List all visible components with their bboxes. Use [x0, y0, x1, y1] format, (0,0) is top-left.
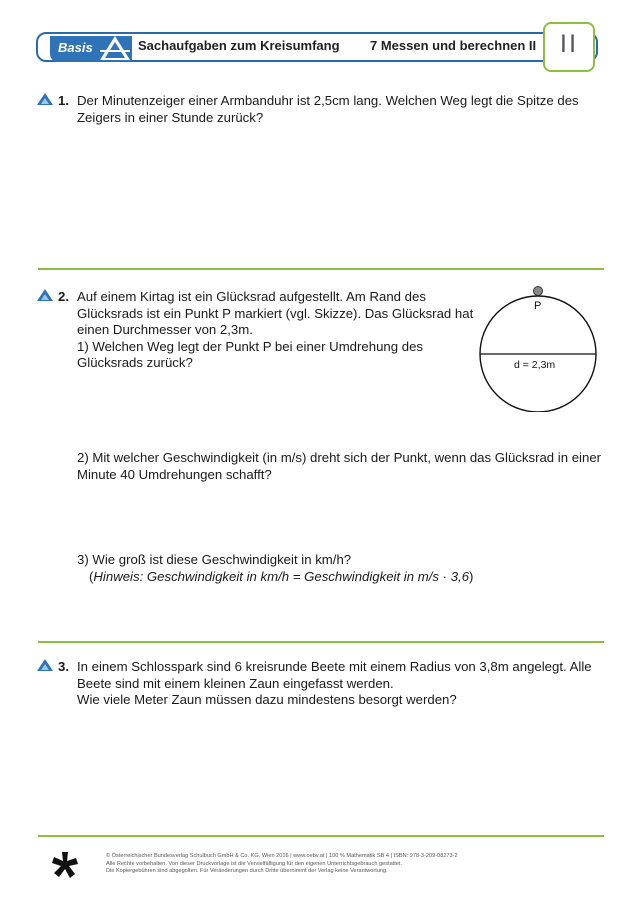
- text-line: Minute 40 Umdrehungen schafft?: [77, 466, 272, 482]
- text-line: 1) Welchen Weg legt der Punkt P bei einer Umdrehung des: [77, 338, 424, 354]
- level-label: II: [559, 30, 579, 58]
- basis-label: Basis: [58, 40, 93, 55]
- section-divider: [38, 835, 604, 837]
- text-line: Beete sind mit einem kleinen Zaun eingefasst werden.: [77, 675, 394, 691]
- worksheet-title: Sachaufgaben zum Kreisumfang: [138, 38, 340, 53]
- task-number: 2.: [58, 289, 69, 304]
- chapter-title: 7 Messen und berechnen II: [370, 38, 537, 53]
- text-line: 2) Mit welcher Geschwindigkeit (in m/s) dreht sich der Punkt, wenn das Glücksrad in einer: [77, 450, 602, 465]
- text-line: Der Minutenzeiger einer Armbanduhr ist 2,5cm lang. Welchen Weg legt die Spitze des: [77, 93, 579, 108]
- footer-line: © Österreichischer Bundesverlag Schulbuch GmbH & Co. KG, Wien 2016 | www.oebv.at | 100 % Mathematik SB 4 | ISBN: 978-3-209-08273-2: [106, 853, 458, 859]
- text-line: Wie viele Meter Zaun müssen dazu mindestens besorgt werden?: [77, 692, 457, 707]
- footer-line: Alle Rechte vorbehalten. Von dieser Druckvorlage ist die Vervielfältigung für den eigenen Unterrichtsgebrauch gestattet.: [106, 860, 403, 867]
- diameter-label: d = 2,3m: [514, 359, 556, 371]
- text-line: einen Durchmesser von 2,3m.: [77, 322, 253, 337]
- text-line: Glücksrads ist ein Punkt P markiert (vgl. Skizze). Das Glücksrad hat: [77, 305, 474, 321]
- text-line: Zeigers in einer Stunde zurück?: [77, 109, 264, 125]
- triangle-logo-icon: [98, 34, 132, 62]
- point-p-marker: [534, 287, 543, 296]
- publisher-logo-icon: [50, 850, 80, 880]
- hint-text: Hinweis: Geschwindigkeit in km/h = Geschwindigkeit in m/s · 3,6: [93, 568, 470, 584]
- section-divider: [38, 641, 604, 643]
- task-2-text: [77, 289, 477, 372]
- hint-paren: (: [89, 568, 94, 584]
- text-line: Auf einem Kirtag ist ein Glücksrad aufgestellt. Am Rand des: [77, 289, 426, 304]
- footer-copyright: [106, 853, 576, 876]
- task-1-text: [77, 93, 607, 126]
- task-number: 3.: [58, 659, 69, 674]
- point-p-label: P: [534, 300, 542, 312]
- text-line: Glücksrads zurück?: [77, 355, 193, 370]
- text-line: In einem Schlosspark sind 6 kreisrunde Beete mit einem Radius von 3,8m angelegt. Alle: [77, 659, 592, 674]
- task-2-part-2: [77, 450, 607, 483]
- task-3-text: [77, 659, 607, 709]
- task-level-icon: [36, 92, 54, 106]
- hint-paren: ): [469, 568, 474, 584]
- task-2-part-3: [77, 552, 607, 585]
- footer-line: Die Kopiergebühren sind abgegolten. Für Veränderungen durch Dritte übernimmt der Verlag keine Verantwortung.: [106, 868, 388, 875]
- wheel-sketch: [476, 282, 606, 412]
- section-divider: [38, 268, 604, 270]
- text-line: 3) Wie groß ist diese Geschwindigkeit in km/h?: [77, 552, 352, 567]
- task-level-icon: [36, 288, 54, 302]
- hint-line: [77, 569, 607, 586]
- task-level-icon: [36, 658, 54, 672]
- task-number: 1.: [58, 93, 69, 108]
